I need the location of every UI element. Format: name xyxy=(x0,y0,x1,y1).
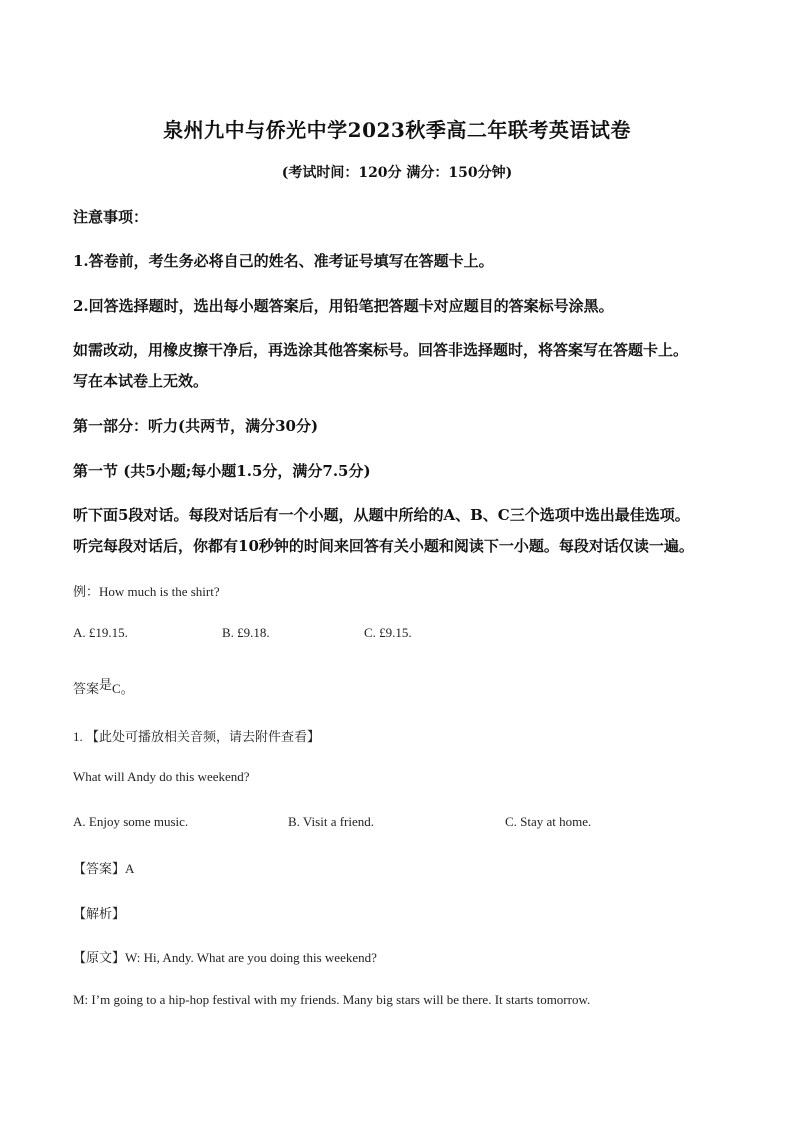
question-1-text: What will Andy do this weekend? xyxy=(73,769,250,784)
question-1-option-a: A. Enjoy some music. xyxy=(73,814,189,829)
instruction-line-2: 听完每段对话后，你都有10秒钟的时间来回答有关小题和阅读下一小题。每段对话仅读一遍。 xyxy=(73,537,694,555)
example-option-b: B. £9.18. xyxy=(222,625,270,640)
example-option-c: C. £9.15. xyxy=(364,625,412,640)
notes-heading: 注意事项： xyxy=(73,208,149,226)
note-3b: 写在本试卷上无效。 xyxy=(73,372,209,390)
answer-suffix: C。 xyxy=(112,681,134,696)
answer-prefix: 答案 xyxy=(73,681,100,696)
question-1-header: 1. 【此处可播放相关音频，请去附件查看】 xyxy=(73,729,321,744)
exam-subtitle: (考试时间：120分 满分：150分钟) xyxy=(281,165,513,181)
example-option-a: A. £19.15. xyxy=(73,625,128,640)
note-2: 2.回答选择题时，选出每小题答案后，用铅笔把答题卡对应题目的答案标号涂黑。 xyxy=(73,297,614,315)
exam-title: 泉州九中与侨光中学2023秋季高二年联考英语试卷 xyxy=(163,118,631,142)
section-one-heading: 第一节 (共5小题;每小题1.5分，满分7.5分) xyxy=(73,462,371,480)
question-1-analysis: 【解析】 xyxy=(73,906,126,921)
example-question: 例：How much is the shirt? xyxy=(73,584,220,599)
note-1: 1.答卷前，考生务必将自己的姓名、准考证号填写在答题卡上。 xyxy=(73,252,494,270)
question-1-reply: M: I’m going to a hip-hop festival with my friends. Many big stars will be there. It starts tomorrow. xyxy=(73,992,591,1007)
question-1-original: 【原文】W: Hi, Andy. What are you doing this weekend? xyxy=(73,950,377,965)
question-1-answer: 【答案】A xyxy=(73,861,135,876)
example-answer xyxy=(73,674,134,697)
part-one-heading: 第一部分：听力(共两节，满分30分) xyxy=(73,417,319,435)
question-1-option-c: C. Stay at home. xyxy=(505,814,592,829)
note-3a: 如需改动，用橡皮擦干净后，再选涂其他答案标号。回答非选择题时，将答案写在答题卡上。 xyxy=(73,341,689,359)
answer-mid: 是 xyxy=(99,677,113,692)
question-1-option-b: B. Visit a friend. xyxy=(288,814,374,829)
instruction-line-1: 听下面5段对话。每段对话后有一个小题，从题中所给的A、B、C三个选项中选出最佳选项。 xyxy=(73,506,690,524)
